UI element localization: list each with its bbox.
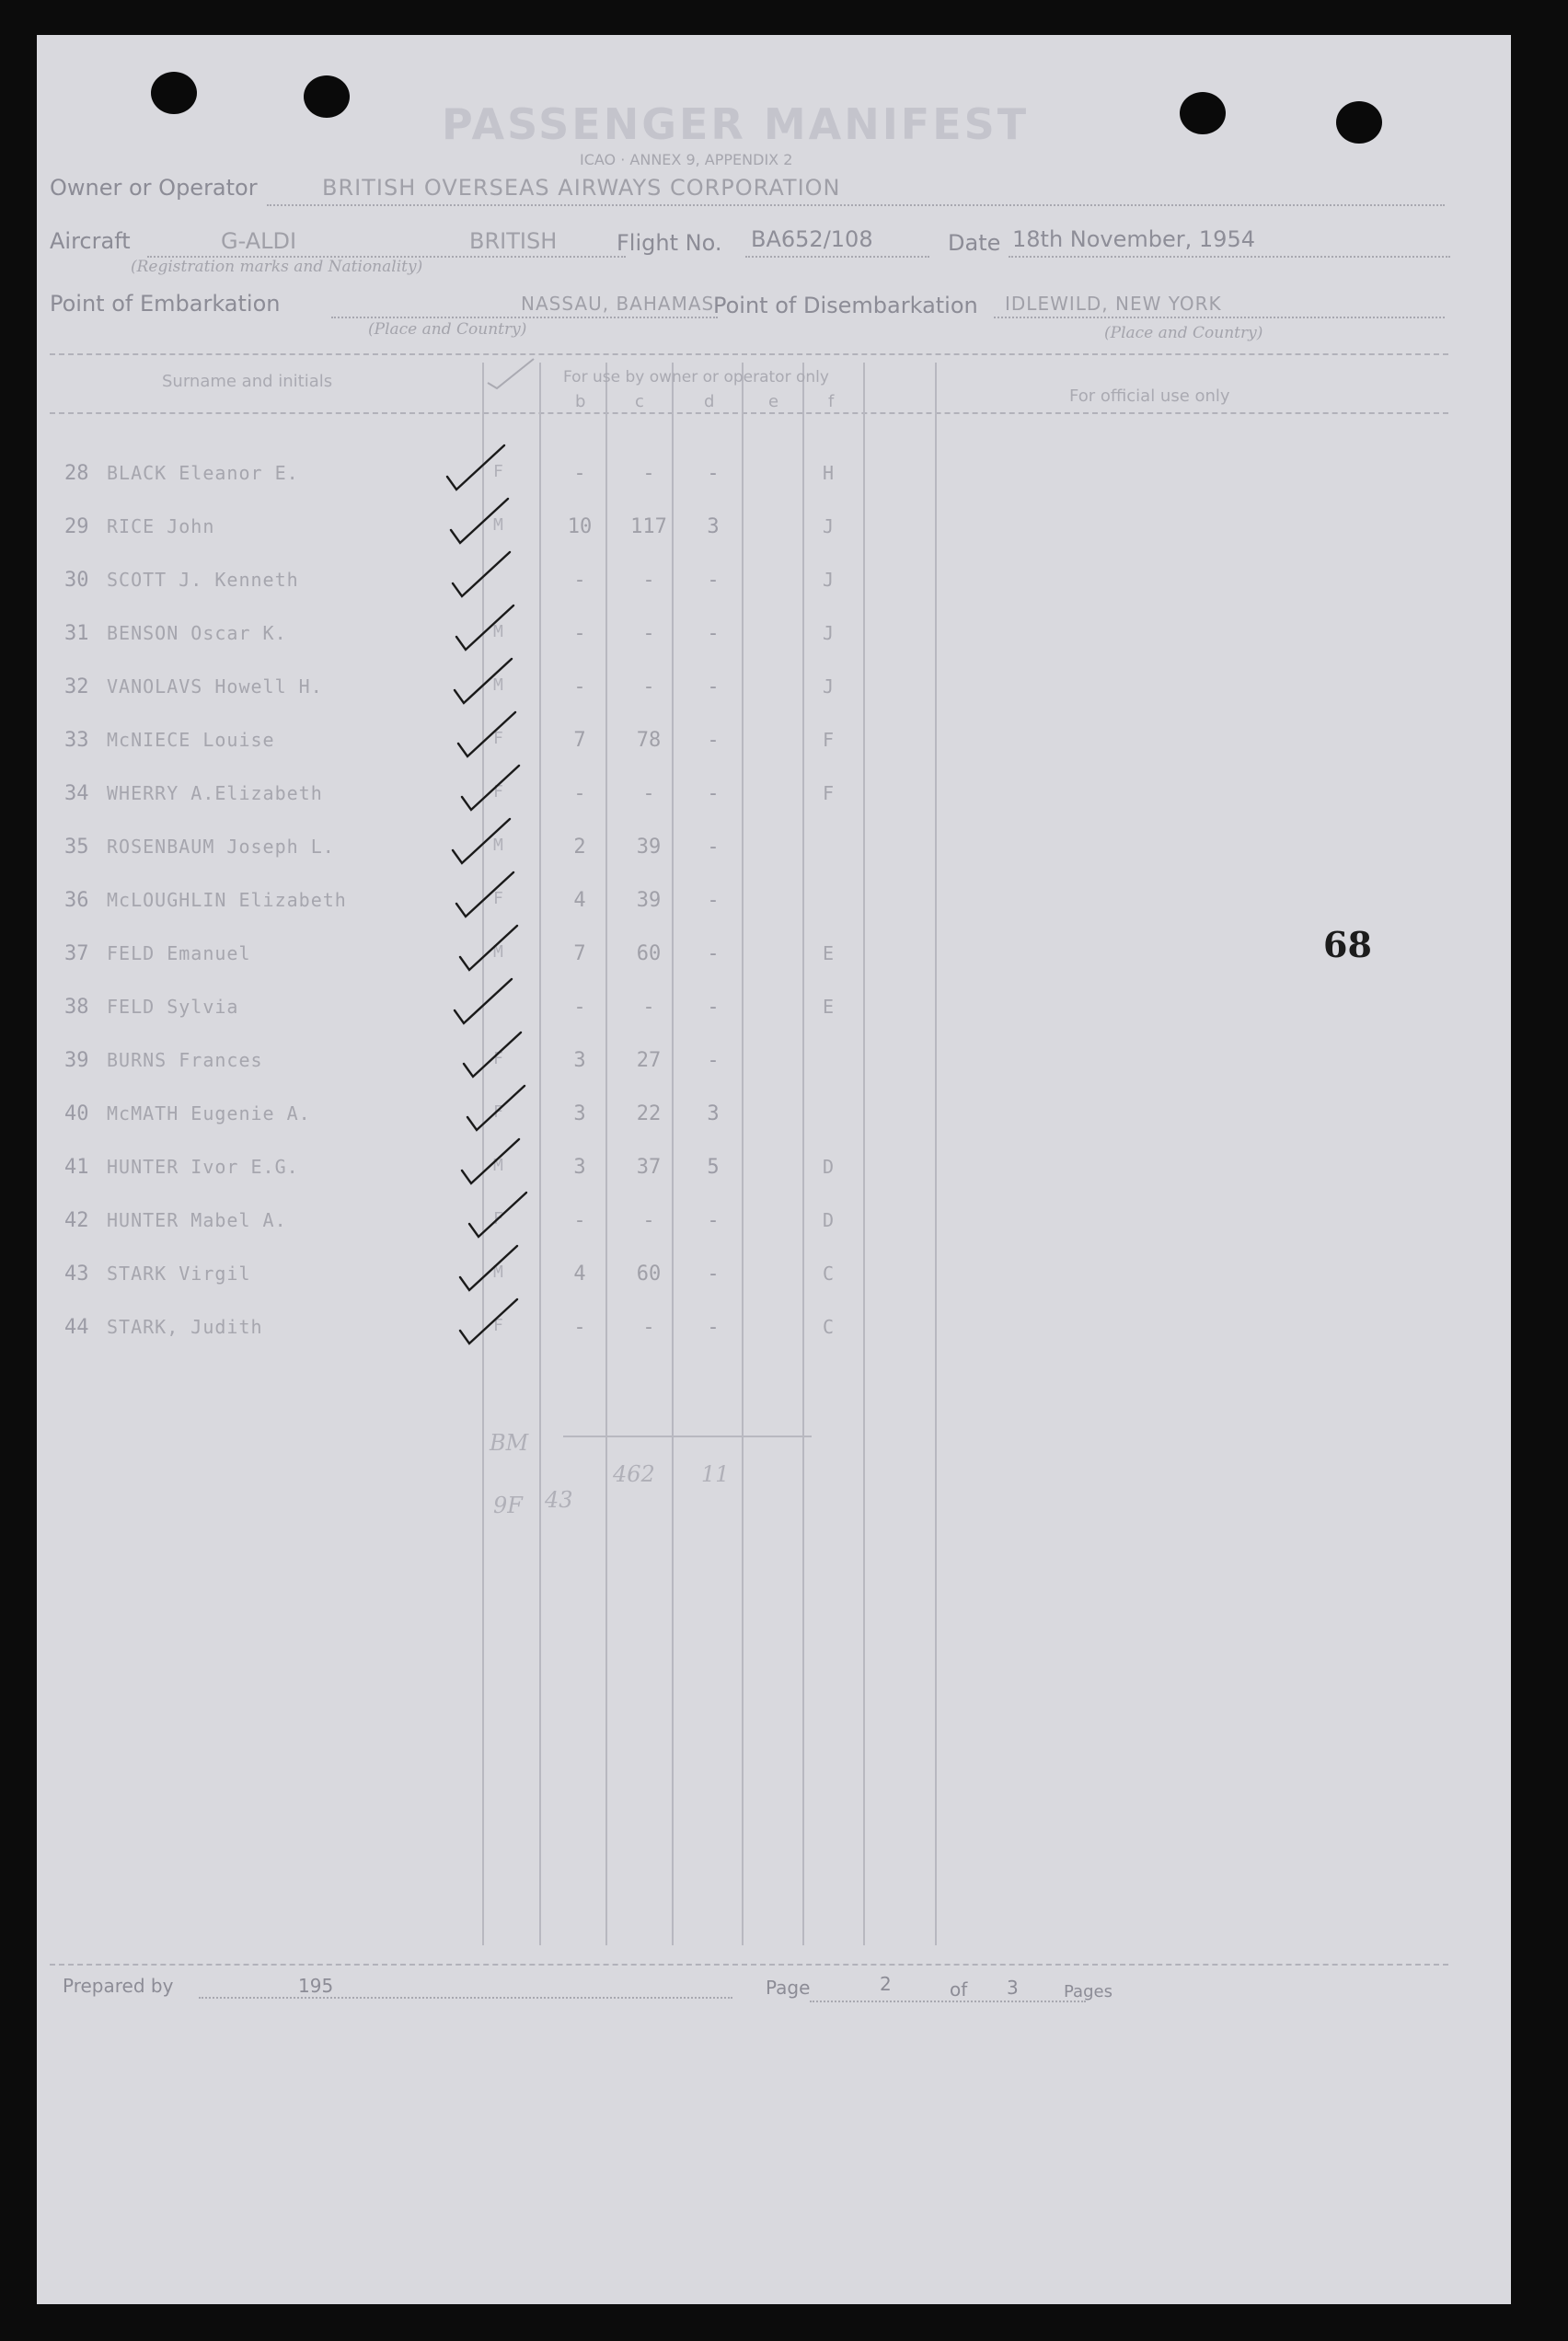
column-d-value: 3 — [707, 515, 720, 538]
passenger-name: FELD Sylvia — [107, 996, 239, 1018]
passenger-name: SCOTT J. Kenneth — [107, 569, 299, 591]
official-use-column-header: For official use only — [1069, 386, 1230, 406]
row-number: 29 — [64, 515, 89, 538]
column-d-value: 5 — [707, 1156, 720, 1179]
column-b-value: - — [573, 462, 586, 485]
column-b-value: - — [573, 1209, 586, 1232]
prepared-by-label: Prepared by — [63, 1975, 174, 1997]
column-b-value: 4 — [573, 889, 586, 912]
totals-label-1: BM — [490, 1430, 529, 1456]
document-title: PASSENGER MANIFEST — [442, 99, 1030, 149]
totals-rule — [563, 1436, 812, 1437]
column-c-value: - — [642, 782, 655, 805]
totals-c1: 43 — [545, 1487, 573, 1513]
passenger-sex: F — [493, 729, 503, 748]
column-c-value: 27 — [636, 1049, 662, 1072]
column-d-value: - — [707, 462, 720, 485]
page-dotted-line — [810, 2001, 1086, 2002]
column-d-value: - — [707, 1049, 720, 1072]
column-f-value: J — [822, 569, 835, 591]
column-f-value: F — [822, 782, 835, 804]
disembarkation-label: Point of Disembarkation — [713, 293, 978, 318]
totals-c2: 462 — [613, 1461, 655, 1487]
passenger-sex: M — [493, 675, 503, 695]
check-mark-icon — [458, 712, 515, 756]
row-number: 39 — [64, 1049, 89, 1072]
column-b-value: 3 — [573, 1049, 586, 1072]
column-c-value: - — [642, 462, 655, 485]
passenger-sex: F — [493, 1209, 503, 1228]
row-number: 28 — [64, 462, 89, 485]
check-mark-icon — [447, 445, 504, 490]
check-mark-icon — [462, 1139, 519, 1183]
row-number: 41 — [64, 1156, 89, 1179]
passenger-name: WHERRY A.Elizabeth — [107, 782, 323, 804]
passenger-sex: F — [493, 782, 503, 801]
embarkation-label: Point of Embarkation — [50, 291, 281, 317]
embarkation-caption: (Place and Country) — [368, 320, 527, 339]
check-mark-icon — [451, 499, 508, 543]
passenger-sex: M — [493, 622, 503, 641]
column-b-value: - — [573, 622, 586, 645]
column-b-value: - — [573, 569, 586, 592]
column-d-value: - — [707, 889, 720, 912]
check-mark-icon — [460, 926, 517, 970]
column-d-value: - — [707, 729, 720, 752]
owner-value: BRITISH OVERSEAS AIRWAYS CORPORATION — [322, 175, 841, 201]
column-letter-e: e — [768, 392, 779, 411]
passenger-sex: F — [493, 1102, 503, 1122]
column-letter-c: c — [635, 392, 644, 411]
column-f-value: J — [822, 675, 835, 698]
column-letter-f: f — [828, 392, 835, 411]
column-f-value: E — [822, 942, 835, 964]
page-number-stamp: 68 — [1323, 924, 1372, 965]
manifest-sheet — [37, 35, 1511, 2304]
check-mark-icon — [456, 605, 513, 650]
passenger-sex: F — [493, 1049, 503, 1068]
column-d-value: - — [707, 569, 720, 592]
column-c-value: 60 — [636, 942, 662, 965]
passenger-name: FELD Emanuel — [107, 942, 251, 964]
aircraft-value: G-ALDI — [221, 228, 297, 254]
check-mark-icon — [464, 1032, 521, 1077]
column-f-value: C — [822, 1263, 835, 1285]
column-d-value: - — [707, 996, 720, 1019]
row-number: 40 — [64, 1102, 89, 1125]
column-c-value: - — [642, 1316, 655, 1339]
column-b-value: - — [573, 675, 586, 698]
row-number: 34 — [64, 782, 89, 805]
column-c-value: - — [642, 622, 655, 645]
passenger-name: STARK Virgil — [107, 1263, 251, 1285]
row-number: 30 — [64, 569, 89, 592]
column-c-value: 78 — [636, 729, 662, 752]
totals-label-2: 9F — [493, 1493, 523, 1518]
column-letter-d: d — [704, 392, 715, 411]
row-number: 31 — [64, 622, 89, 645]
passenger-name: BENSON Oscar K. — [107, 622, 287, 644]
passenger-name: BURNS Frances — [107, 1049, 263, 1071]
passenger-sex: F — [493, 889, 503, 908]
pages-label: Pages — [1064, 1982, 1113, 2001]
passenger-name: McMATH Eugenie A. — [107, 1102, 311, 1124]
column-b-value: 3 — [573, 1102, 586, 1125]
column-b-value: - — [573, 782, 586, 805]
column-f-value: D — [822, 1209, 835, 1231]
disembarkation-caption: (Place and Country) — [1104, 324, 1263, 342]
column-letter-b: b — [575, 392, 586, 411]
column-f-value: E — [822, 996, 835, 1018]
column-d-value: - — [707, 1263, 720, 1286]
check-mark-icon — [456, 872, 513, 917]
row-number: 38 — [64, 996, 89, 1019]
check-mark-icon — [462, 766, 519, 810]
aircraft-label: Aircraft — [50, 228, 131, 254]
passenger-name: BLACK Eleanor E. — [107, 462, 299, 484]
owner-label: Owner or Operator — [50, 175, 258, 201]
column-d-value: - — [707, 675, 720, 698]
column-b-value: - — [573, 1316, 586, 1339]
passenger-sex: M — [493, 1156, 503, 1175]
check-mark-icon — [469, 1193, 526, 1237]
document-subtitle: ICAO · ANNEX 9, APPENDIX 2 — [580, 151, 793, 168]
column-b-value: 7 — [573, 729, 586, 752]
aircraft-caption: (Registration marks and Nationality) — [131, 258, 423, 276]
passenger-sex: M — [493, 836, 503, 855]
column-b-value: - — [573, 996, 586, 1019]
passenger-name: STARK, Judith — [107, 1316, 263, 1338]
nationality-value: BRITISH — [469, 228, 558, 254]
column-b-value: 2 — [573, 836, 586, 859]
column-d-value: - — [707, 836, 720, 859]
row-number: 37 — [64, 942, 89, 965]
column-b-value: 3 — [573, 1156, 586, 1179]
check-mark-icon — [455, 659, 512, 703]
passenger-sex: F — [493, 462, 503, 481]
check-mark-icon — [460, 1299, 517, 1343]
prepared-dotted-line — [199, 1997, 732, 1999]
check-marks — [37, 35, 1511, 2304]
date-value: 18th November, 1954 — [1012, 226, 1255, 252]
column-f-value: F — [822, 729, 835, 751]
row-number: 43 — [64, 1263, 89, 1286]
passenger-sex: M — [493, 942, 503, 962]
embarkation-value: NASSAU, BAHAMAS — [521, 293, 715, 315]
column-d-value: 3 — [707, 1102, 720, 1125]
passenger-name: McLOUGHLIN Elizabeth — [107, 889, 347, 911]
of-value: 3 — [1007, 1977, 1019, 1999]
column-c-value: - — [642, 675, 655, 698]
check-mark-icon — [460, 1246, 517, 1290]
passenger-sex: M — [493, 515, 503, 535]
passenger-name: VANOLAVS Howell H. — [107, 675, 323, 698]
column-c-value: 60 — [636, 1263, 662, 1286]
column-f-value: H — [822, 462, 835, 484]
column-b-value: 7 — [573, 942, 586, 965]
passenger-name: McNIECE Louise — [107, 729, 275, 751]
column-d-value: - — [707, 942, 720, 965]
column-c-value: 37 — [636, 1156, 662, 1179]
passenger-sex: M — [493, 1263, 503, 1282]
passenger-name: HUNTER Ivor E.G. — [107, 1156, 299, 1178]
column-c-value: 39 — [636, 889, 662, 912]
row-number: 42 — [64, 1209, 89, 1232]
check-mark-icon — [453, 819, 510, 863]
column-f-value: C — [822, 1316, 835, 1338]
passenger-name: RICE John — [107, 515, 215, 537]
page-value: 2 — [880, 1973, 892, 1995]
passenger-name: ROSENBAUM Joseph L. — [107, 836, 335, 858]
row-number: 32 — [64, 675, 89, 698]
column-c-value: - — [642, 1209, 655, 1232]
check-mark-icon — [467, 1086, 525, 1130]
row-number: 36 — [64, 889, 89, 912]
prepared-year: 195 — [298, 1975, 334, 1997]
column-f-value: D — [822, 1156, 835, 1178]
of-label: of — [950, 1978, 968, 2001]
owner-use-column-header: For use by owner or operator only — [563, 368, 829, 386]
column-d-value: - — [707, 782, 720, 805]
column-f-value: J — [822, 515, 835, 537]
check-mark-icon — [455, 979, 512, 1023]
flight-label: Flight No. — [617, 230, 722, 256]
column-c-value: 117 — [630, 515, 667, 538]
column-c-value: - — [642, 569, 655, 592]
check-mark-icon — [488, 359, 534, 388]
passenger-name: HUNTER Mabel A. — [107, 1209, 287, 1231]
column-c-value: 22 — [636, 1102, 662, 1125]
column-b-value: 10 — [567, 515, 593, 538]
check-mark-icon — [453, 552, 510, 596]
column-d-value: - — [707, 1316, 720, 1339]
column-f-value: J — [822, 622, 835, 644]
column-d-value: - — [707, 622, 720, 645]
date-label: Date — [948, 230, 1001, 256]
flight-value: BA652/108 — [751, 226, 873, 252]
passenger-sex: F — [493, 1316, 503, 1335]
column-d-value: - — [707, 1209, 720, 1232]
disembarkation-value: IDLEWILD, NEW YORK — [1005, 293, 1222, 315]
totals-c3: 11 — [701, 1461, 730, 1487]
surname-column-header: Surname and initials — [162, 372, 333, 391]
row-number: 33 — [64, 729, 89, 752]
column-c-value: - — [642, 996, 655, 1019]
page-label: Page — [766, 1977, 811, 1999]
column-b-value: 4 — [573, 1263, 586, 1286]
column-c-value: 39 — [636, 836, 662, 859]
row-number: 35 — [64, 836, 89, 859]
row-number: 44 — [64, 1316, 89, 1339]
